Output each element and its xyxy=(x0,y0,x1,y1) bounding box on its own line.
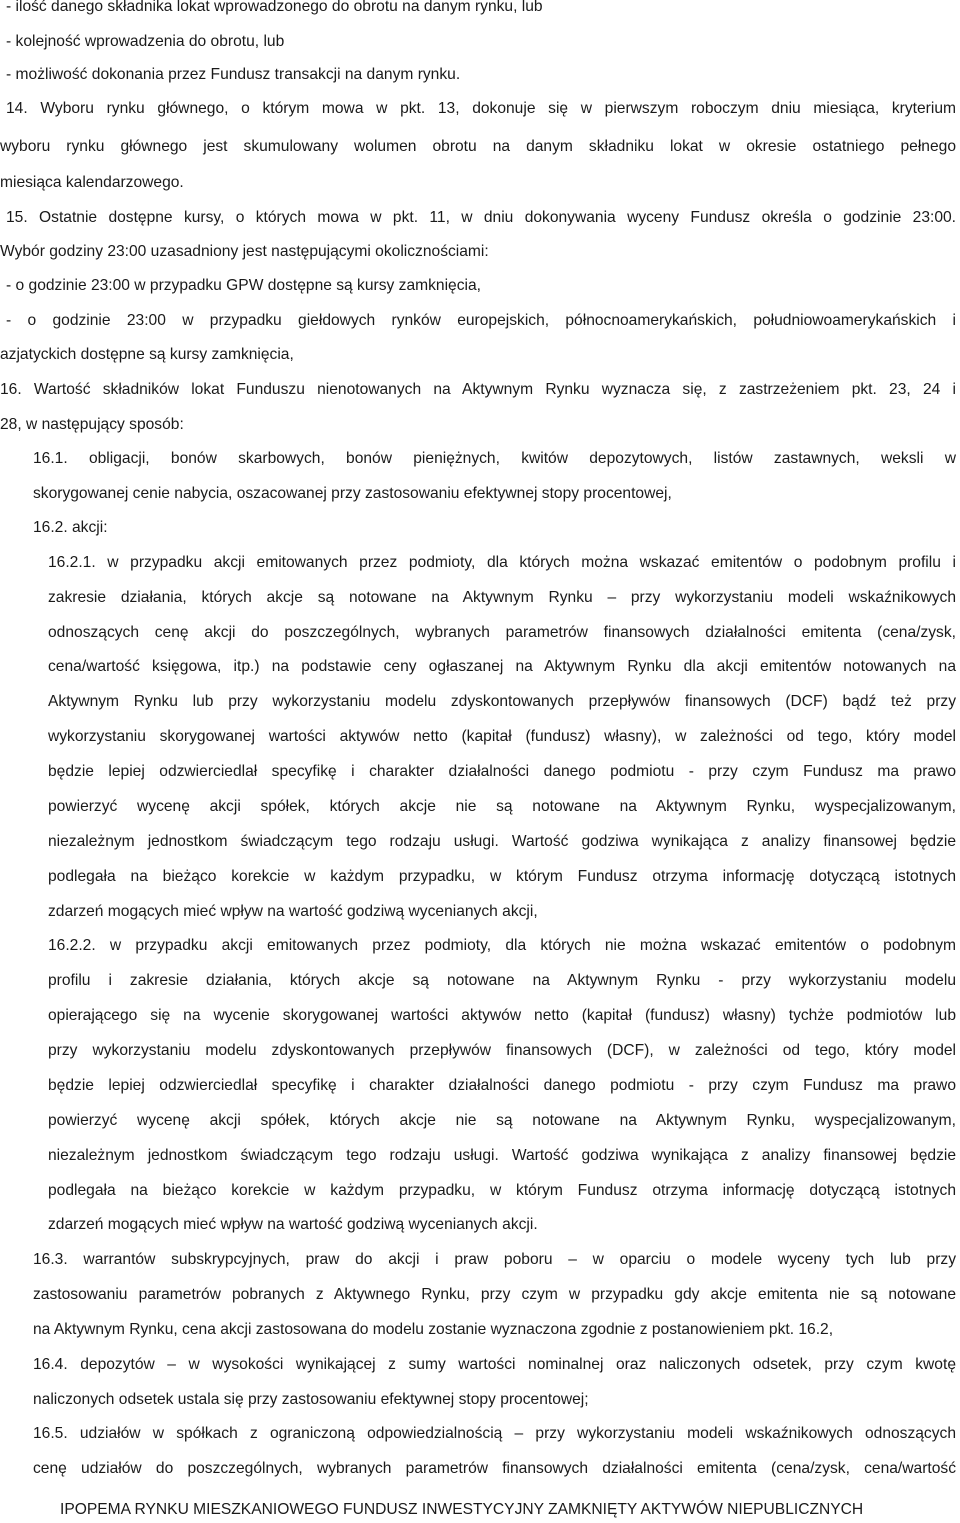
text-line: zdarzeń mogących mieć wpływ na wartość godziwą wycenianych akcji. xyxy=(48,1216,538,1233)
text-line: podlegała na bieżąco korekcie w każdym przypadku, w którym Fundusz otrzyma informację dotyczącą istotnych xyxy=(48,868,956,885)
text-line: cena/wartość księgowa, itp.) na podstawie ceny ogłaszanej na Aktywnym Rynku dla akcji emitentów notowanych na xyxy=(48,658,956,675)
text-line: będzie lepiej odzwierciedlał specyfikę i charakter działalności danego podmiotu - przy czym Fundusz ma prawo xyxy=(48,1077,956,1094)
text-line: 16.2.2. w przypadku akcji emitowanych przez podmioty, dla których nie można wskazać emitentów o podobnym xyxy=(48,937,956,954)
text-line: Wybór godziny 23:00 uzasadniony jest następującymi okolicznościami: xyxy=(0,243,489,260)
text-line: na Aktywnym Rynku, cena akcji zastosowana do modelu zostanie wyznaczona zgodnie z postanowieniem pkt. 16.2, xyxy=(33,1321,834,1338)
text-line: 16.1. obligacji, bonów skarbowych, bonów pieniężnych, kwitów depozytowych, listów zastawnych, weksli w xyxy=(33,450,956,467)
text-line: profilu i zakresie działania, których akcje są notowane na Aktywnym Rynku - przy wykorzystaniu modelu xyxy=(48,972,956,989)
text-line: wykorzystaniu skorygowanej wartości aktywów netto (kapitał (fundusz) własny), w zależności od tego, który model xyxy=(48,728,956,745)
text-line: skorygowanej cenie nabycia, oszacowanej przy zastosowaniu efektywnej stopy procentowej, xyxy=(33,485,672,502)
text-line: - o godzinie 23:00 w przypadku giełdowych rynków europejskich, północnoamerykańskich, południowoamerykańskich i xyxy=(6,312,956,329)
text-line: 16. Wartość składników lokat Funduszu nienotowanych na Aktywnym Rynku wyznacza się, z zastrzeżeniem pkt. 23, 24 i xyxy=(0,381,956,398)
text-line: 16.2.1. w przypadku akcji emitowanych przez podmioty, dla których można wskazać emitentów o podobnym profilu i xyxy=(48,554,956,571)
text-line: - o godzinie 23:00 w przypadku GPW dostępne są kursy zamknięcia, xyxy=(6,277,481,294)
text-line: zastosowaniu parametrów pobranych z Aktywnego Rynku, przy czym w przypadku gdy akcje emitenta nie są notowane xyxy=(33,1286,956,1303)
text-line: naliczonych odsetek ustala się przy zastosowaniu efektywnej stopy procentowej; xyxy=(33,1391,589,1408)
text-line: przy wykorzystaniu modelu zdyskontowanych przepływów finansowych (DCF), w zależności od tego, który model xyxy=(48,1042,956,1059)
text-line: powierzyć wycenę akcji spółek, których akcje nie są notowane na Aktywnym Rynku, wyspecjalizowanym, xyxy=(48,798,956,815)
page-footer: IPOPEMA RYNKU MIESZKANIOWEGO FUNDUSZ INWESTYCYJNY ZAMKNIĘTY AKTYWÓW NIEPUBLICZNYCH xyxy=(60,1501,864,1518)
text-line: podlegała na bieżąco korekcie w każdym przypadku, w którym Fundusz otrzyma informację dotyczącą istotnych xyxy=(48,1182,956,1199)
text-line: 16.5. udziałów w spółkach z ograniczoną odpowiedzialnością – przy wykorzystaniu modeli wskaźnikowych odnoszących xyxy=(33,1425,956,1442)
text-line: 16.4. depozytów – w wysokości wynikającej z sumy wartości nominalnej oraz naliczonych odsetek, przy czym kwotę xyxy=(33,1356,956,1373)
text-line: - możliwość dokonania przez Fundusz transakcji na danym rynku. xyxy=(6,66,461,83)
text-line: 28, w następujący sposób: xyxy=(0,416,184,433)
text-line: zdarzeń mogących mieć wpływ na wartość godziwą wycenianych akcji, xyxy=(48,903,538,920)
text-line: - ilość danego składnika lokat wprowadzonego do obrotu na danym rynku, lub xyxy=(6,0,543,15)
text-line: 16.3. warrantów subskrypcyjnych, praw do akcji i praw poboru – w oparciu o modele wyceny tych lub przy xyxy=(33,1251,956,1268)
text-line: 16.2. akcji: xyxy=(33,519,108,536)
text-line: 14. Wyboru rynku głównego, o którym mowa w pkt. 13, dokonuje się w pierwszym roboczym dniu miesiąca, kryterium xyxy=(6,100,956,117)
text-line: będzie lepiej odzwierciedlał specyfikę i charakter działalności danego podmiotu - przy czym Fundusz ma prawo xyxy=(48,763,956,780)
text-line: azjatyckich dostępne są kursy zamknięcia, xyxy=(0,346,294,363)
text-line: Aktywnym Rynku lub przy wykorzystaniu modelu zdyskontowanych przepływów finansowych (DCF) bądź też przy xyxy=(48,693,956,710)
text-line: powierzyć wycenę akcji spółek, których akcje nie są notowane na Aktywnym Rynku, wyspecjalizowanym, xyxy=(48,1112,956,1129)
text-line: wyboru rynku głównego jest skumulowany wolumen obrotu na danym składniku lokat w okresie ostatniego pełnego xyxy=(0,138,956,155)
text-line: niezależnym jednostkom świadczącym tego rodzaju usługi. Wartość godziwa wynikająca z analizy finansowej będzie xyxy=(48,833,956,850)
text-line: niezależnym jednostkom świadczącym tego rodzaju usługi. Wartość godziwa wynikająca z analizy finansowej będzie xyxy=(48,1147,956,1164)
text-line: opierającego się na wycenie skorygowanej wartości aktywów netto (kapitał (fundusz) własny) tychże podmiotów lub xyxy=(48,1007,956,1024)
text-line: - kolejność wprowadzenia do obrotu, lub xyxy=(6,33,285,50)
text-line: cenę udziałów do poszczególnych, wybranych parametrów finansowych działalności emitenta (cena/zysk, cena/wartość xyxy=(33,1460,956,1477)
text-line: zakresie działania, których akcje są notowane na Aktywnym Rynku – przy wykorzystaniu modeli wskaźnikowych xyxy=(48,589,956,606)
text-line: 15. Ostatnie dostępne kursy, o których mowa w pkt. 11, w dniu dokonywania wyceny Fundusz określa o godzinie 23:00. xyxy=(6,209,956,226)
text-line: odnoszących cenę akcji do poszczególnych, wybranych parametrów finansowych działalności emitenta (cena/zysk, xyxy=(48,624,956,641)
text-line: miesiąca kalendarzowego. xyxy=(0,174,184,191)
